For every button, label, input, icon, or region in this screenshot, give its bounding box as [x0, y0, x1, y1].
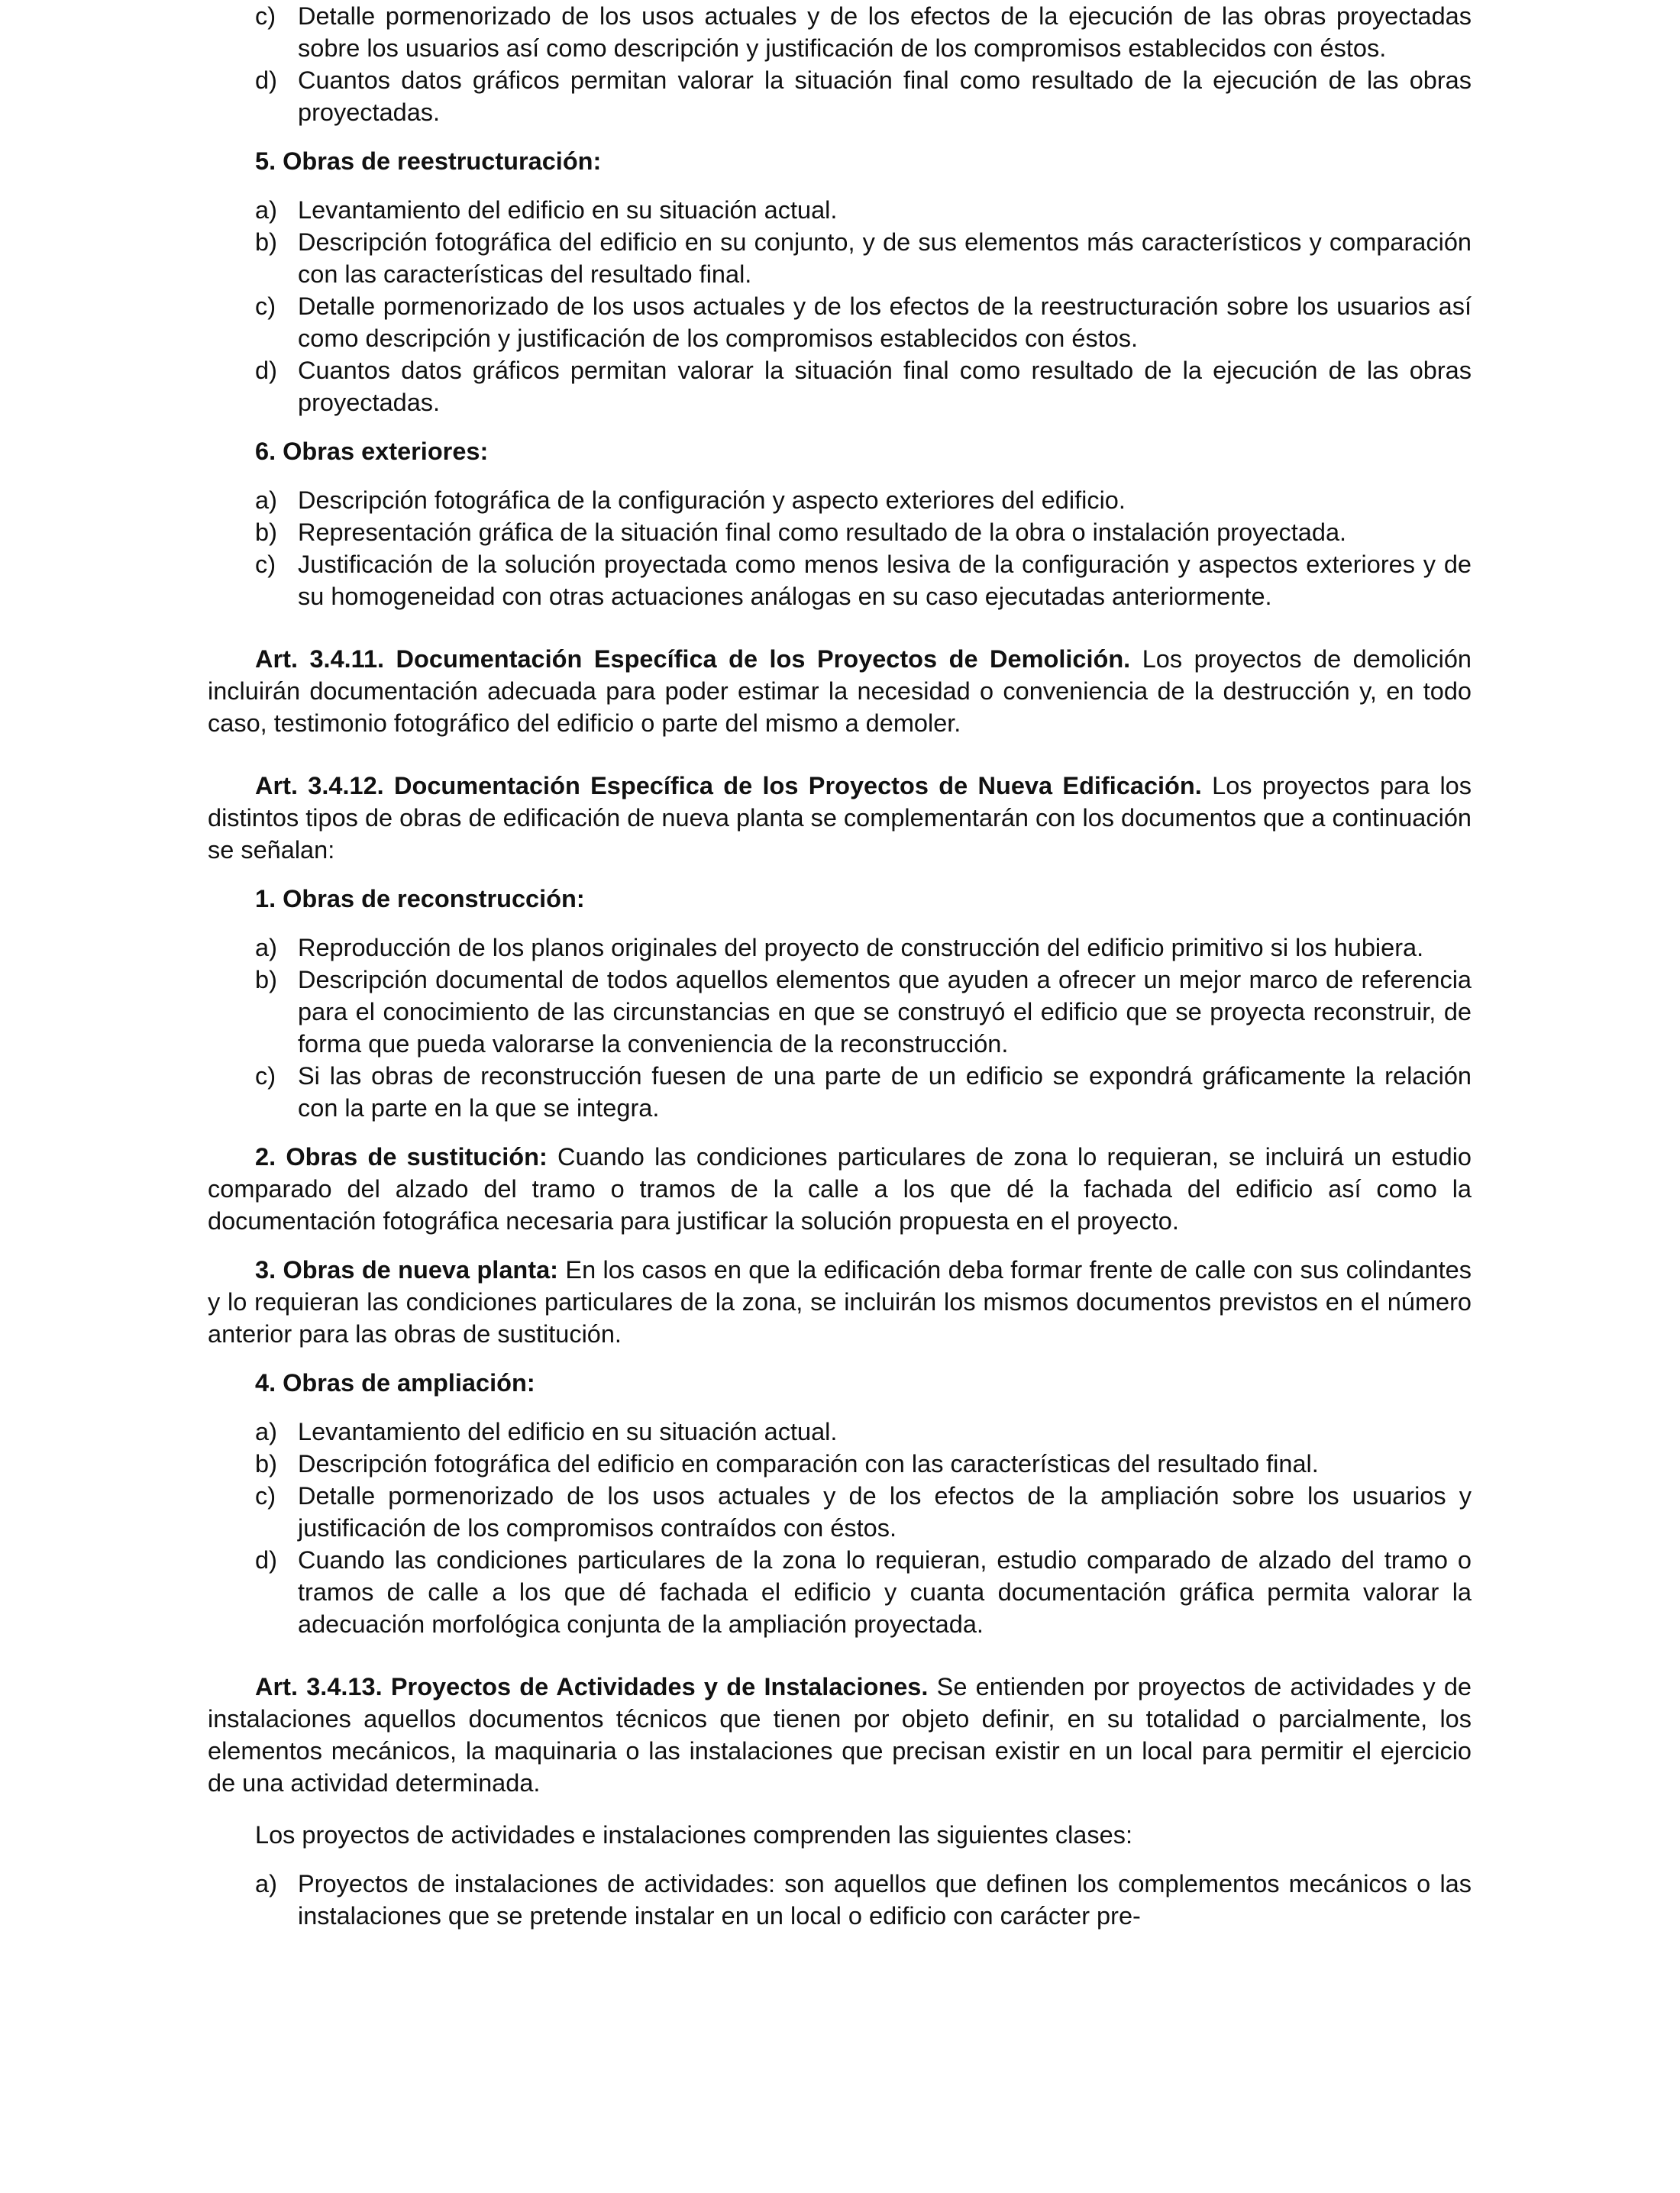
- article-paragraph: [208, 1254, 1472, 1350]
- list-item-label: d): [255, 357, 277, 384]
- list-item-text: Proyectos de instalaciones de actividades: son aquellos que definen los complementos mecánicos o las instalaciones que se pretende instalar en un local o edificio con carácter pre-: [298, 1870, 1472, 1930]
- list-item: [208, 226, 1472, 290]
- article-body: Los proyectos de demolición incluirán documentación adecuada para poder estimar la necesidad o conveniencia de la destrucción y, en todo caso, testimonio fotográfico del edificio o parte del mismo a demoler.: [208, 645, 1472, 737]
- spacer: [208, 1799, 1472, 1819]
- list-item-label: b): [255, 518, 277, 546]
- list-item-label: c): [255, 2, 276, 30]
- article-paragraph: [208, 770, 1472, 866]
- spacer: [208, 1640, 1472, 1671]
- spacer: [208, 866, 1472, 883]
- list-item: [208, 484, 1472, 516]
- list-item: [208, 964, 1472, 1060]
- list-item-text: Levantamiento del edificio en su situación actual.: [298, 1418, 838, 1445]
- spacer: [208, 418, 1472, 435]
- list-item-text: Detalle pormenorizado de los usos actuales y de los efectos de la ampliación sobre los usuarios y justificación de los compromisos contraídos con éstos.: [298, 1482, 1472, 1542]
- list-item: [208, 290, 1472, 354]
- list-item-label: b): [255, 966, 277, 993]
- spacer: [208, 1124, 1472, 1141]
- list-item: [208, 64, 1472, 128]
- list-item: [208, 0, 1472, 64]
- list-item-text: Descripción documental de todos aquellos elementos que ayuden a ofrecer un mejor marco de referencia para el conocimiento de las circunstancias en que se construyó el edificio que se proyecta reconstruir, de forma que pueda valorarse la conveniencia de la reconstrucción.: [298, 966, 1472, 1058]
- list-item-text: Justificación de la solución proyectada como menos lesiva de la configuración y aspectos exteriores y de su homogeneidad con otras actuaciones análogas en su caso ejecutadas anteriormente.: [298, 551, 1472, 610]
- list-item-text: Si las obras de reconstrucción fuesen de una parte de un edificio se expondrá gráficamente la relación con la parte en la que se integra.: [298, 1062, 1472, 1122]
- article-title: Art. 3.4.13. Proyectos de Actividades y de Instalaciones.: [255, 1673, 929, 1700]
- list-item: [208, 932, 1472, 964]
- list-item: [208, 1416, 1472, 1448]
- list-item-label: d): [255, 1546, 277, 1574]
- list-item-text: Descripción fotográfica del edificio en comparación con las características del resultado final.: [298, 1450, 1319, 1478]
- article-title: 3. Obras de nueva planta:: [255, 1256, 558, 1284]
- list-item-label: c): [255, 292, 276, 320]
- article-paragraph: [208, 1141, 1472, 1237]
- list-item-text: Descripción fotográfica del edificio en su conjunto, y de sus elementos más característicos y comparación con las características del resultado final.: [298, 228, 1472, 288]
- article-paragraph: [208, 643, 1472, 739]
- list-item-label: a): [255, 1418, 277, 1445]
- list-item-label: c): [255, 551, 276, 578]
- list-item-label: a): [255, 1870, 277, 1897]
- article-body: Los proyectos para los distintos tipos de obras de edificación de nueva planta se complementarán con los documentos que a continuación se señalan:: [208, 772, 1472, 864]
- list-item-label: a): [255, 934, 277, 961]
- article-body: En los casos en que la edificación deba formar frente de calle con sus colindantes y lo requieran las condiciones particulares de la zona, se incluirán los mismos documentos previstos en el número anterior para las obras de sustitución.: [208, 1256, 1472, 1348]
- list-item-text: Reproducción de los planos originales del proyecto de construcción del edificio primitivo si los hubiera.: [298, 934, 1424, 961]
- list-item-label: c): [255, 1482, 276, 1510]
- list-item-text: Descripción fotográfica de la configuración y aspecto exteriores del edificio.: [298, 486, 1126, 514]
- list-item: [208, 354, 1472, 418]
- spacer: [208, 612, 1472, 643]
- section-heading: 5. Obras de reestructuración:: [255, 147, 602, 175]
- list-item-text: Representación gráfica de la situación final como resultado de la obra o instalación proyectada.: [298, 518, 1347, 546]
- article-title: Art. 3.4.12. Documentación Específica de los Proyectos de Nueva Edificación.: [255, 772, 1202, 799]
- article-title: Art. 3.4.11. Documentación Específica de los Proyectos de Demolición.: [255, 645, 1131, 673]
- spacer: [208, 739, 1472, 770]
- list-item: [208, 1060, 1472, 1124]
- paragraph: Los proyectos de actividades e instalaciones comprenden las siguientes clases:: [255, 1821, 1132, 1849]
- section-heading: 1. Obras de reconstrucción:: [255, 885, 585, 912]
- spacer: [208, 128, 1472, 145]
- list-item: [208, 1480, 1472, 1544]
- list-item-label: d): [255, 66, 277, 94]
- list-item-text: Detalle pormenorizado de los usos actuales y de los efectos de la reestructuración sobre los usuarios así como descripción y justificación de los compromisos establecidos con éstos.: [298, 292, 1472, 352]
- spacer: [208, 467, 1472, 484]
- list-item-text: Cuando las condiciones particulares de la zona lo requieran, estudio comparado de alzado del tramo o tramos de calle a los que dé fachada el edificio y cuanta documentación gráfica permita valorar la adecuación morfológica conjunta de la ampliación proyectada.: [298, 1546, 1472, 1638]
- list-item-label: a): [255, 486, 277, 514]
- spacer: [208, 1350, 1472, 1367]
- article-title: 2. Obras de sustitución:: [255, 1143, 548, 1171]
- list-item-text: Levantamiento del edificio en su situación actual.: [298, 196, 838, 224]
- list-item: [208, 1544, 1472, 1640]
- list-item-text: Cuantos datos gráficos permitan valorar la situación final como resultado de la ejecución de las obras proyectadas.: [298, 357, 1472, 416]
- list-item-label: b): [255, 1450, 277, 1478]
- list-item: [208, 1448, 1472, 1480]
- list-item-label: b): [255, 228, 277, 256]
- list-item: [208, 194, 1472, 226]
- article-paragraph: [208, 1671, 1472, 1799]
- article-body: Cuando las condiciones particulares de zona lo requieran, se incluirá un estudio comparado del alzado del tramo o tramos de la calle a los que dé la fachada del edificio así como la documentación fotográfica necesaria para justificar la solución propuesta en el proyecto.: [208, 1143, 1472, 1235]
- list-item-text: Detalle pormenorizado de los usos actuales y de los efectos de la ejecución de las obras proyectadas sobre los usuarios así como descripción y justificación de los compromisos establecidos con éstos.: [298, 2, 1472, 62]
- article-body: Se entienden por proyectos de actividades y de instalaciones aquellos documentos técnicos que tienen por objeto definir, en su totalidad o parcialmente, los elementos mecánicos, la maquinaria o las instalaciones que precisan existir en un local para permitir el ejercicio de una actividad determinada.: [208, 1673, 1472, 1797]
- list-item: [208, 1868, 1472, 1932]
- document-page: [208, 0, 1472, 2193]
- list-item-text: Cuantos datos gráficos permitan valorar la situación final como resultado de la ejecución de las obras proyectadas.: [298, 66, 1472, 126]
- list-item: [208, 548, 1472, 612]
- spacer: [208, 1237, 1472, 1254]
- list-item-label: c): [255, 1062, 276, 1090]
- spacer: [208, 915, 1472, 932]
- section-heading: 6. Obras exteriores:: [255, 438, 489, 465]
- spacer: [208, 1399, 1472, 1416]
- spacer: [208, 177, 1472, 194]
- section-heading: 4. Obras de ampliación:: [255, 1369, 535, 1397]
- list-item-label: a): [255, 196, 277, 224]
- list-item: [208, 516, 1472, 548]
- spacer: [208, 1851, 1472, 1868]
